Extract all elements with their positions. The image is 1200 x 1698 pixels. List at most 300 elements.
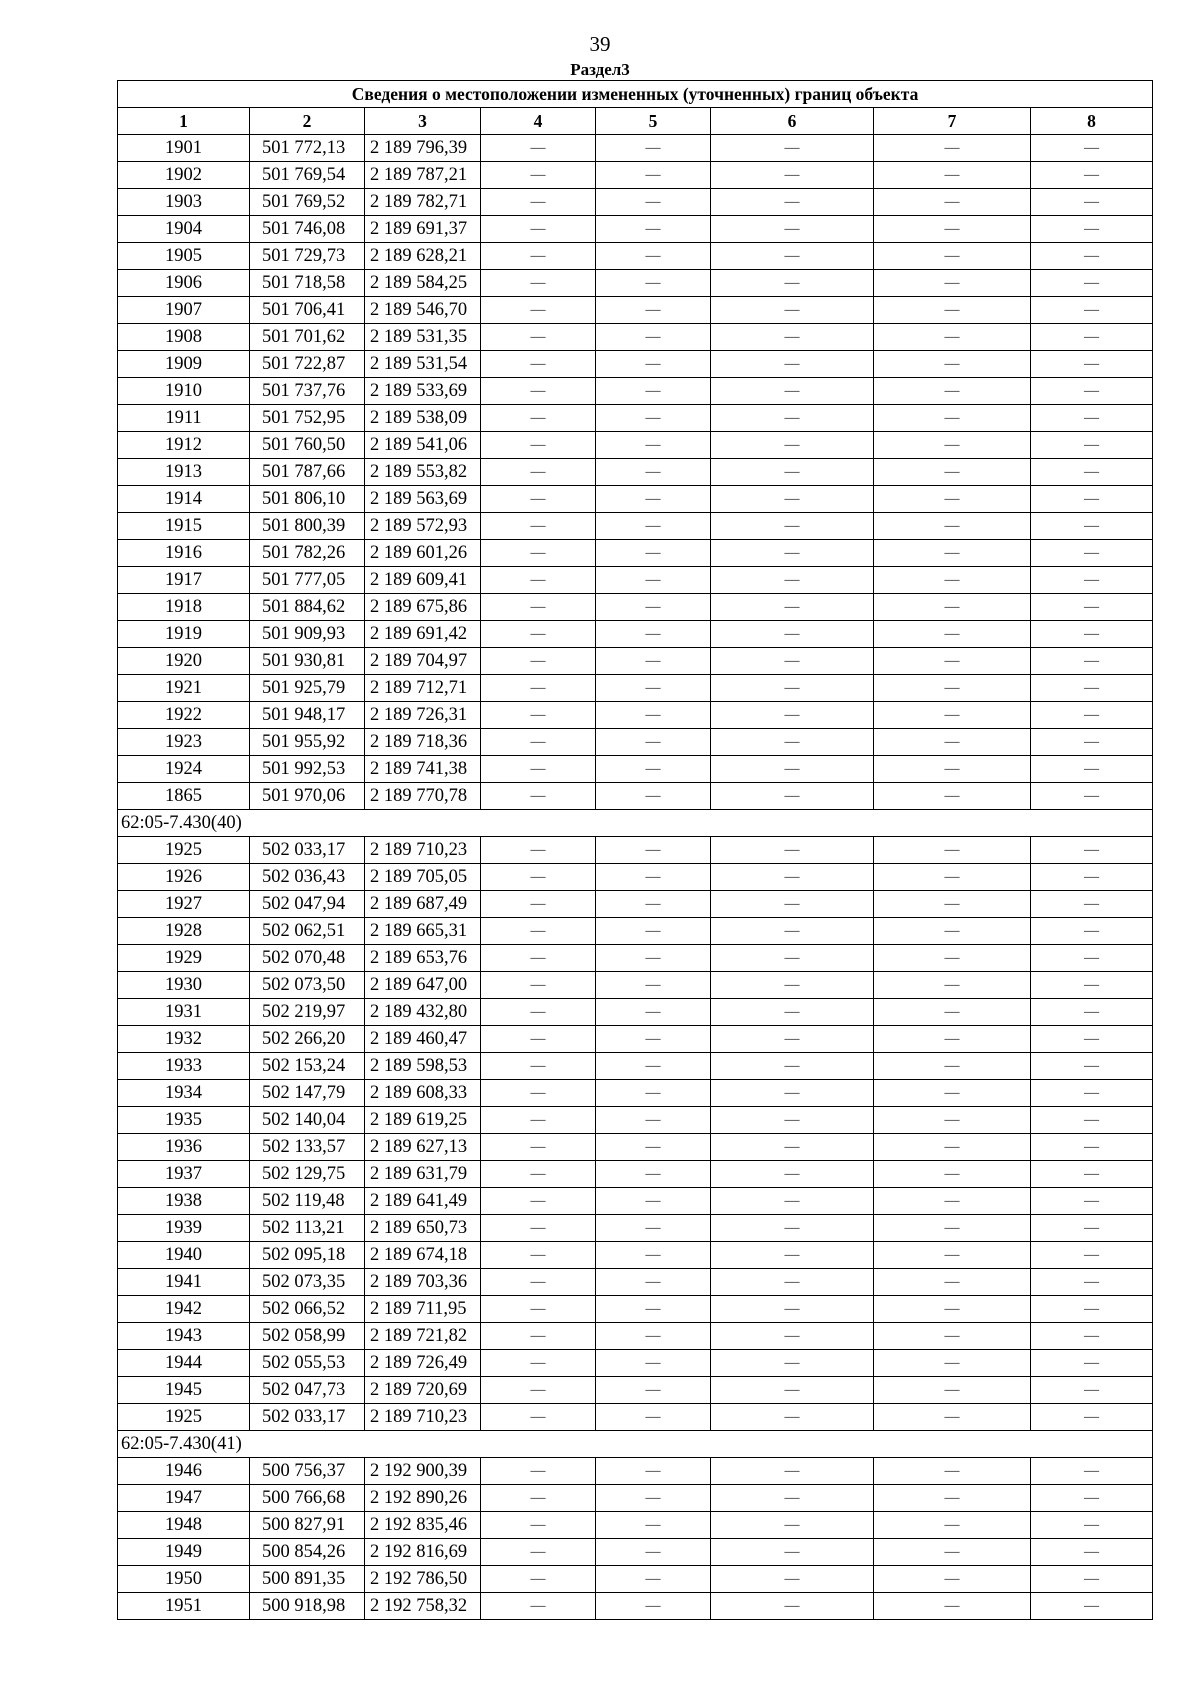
x-coordinate-cell: 502 219,97 — [250, 999, 365, 1026]
empty-value-cell: — — [481, 945, 596, 972]
empty-value-cell: — — [481, 270, 596, 297]
table-row — [118, 1269, 1153, 1296]
empty-value-cell: — — [711, 1566, 874, 1593]
table-row — [118, 702, 1153, 729]
empty-value-cell: — — [711, 567, 874, 594]
table-row — [118, 216, 1153, 243]
table-row — [118, 1242, 1153, 1269]
x-coordinate-cell: 500 766,68 — [250, 1485, 365, 1512]
y-coordinate-cell: 2 192 758,32 — [365, 1593, 481, 1620]
x-coordinate-cell: 502 047,94 — [250, 891, 365, 918]
empty-value-cell: — — [596, 189, 711, 216]
point-number-cell: 1902 — [118, 162, 250, 189]
empty-value-cell: — — [596, 1404, 711, 1431]
empty-value-cell: — — [596, 1323, 711, 1350]
point-number-cell: 1922 — [118, 702, 250, 729]
empty-value-cell: — — [711, 216, 874, 243]
empty-value-cell: — — [874, 1026, 1031, 1053]
x-coordinate-cell: 502 073,35 — [250, 1269, 365, 1296]
empty-value-cell: — — [874, 972, 1031, 999]
y-coordinate-cell: 2 189 796,39 — [365, 135, 481, 162]
empty-value-cell: — — [711, 432, 874, 459]
x-coordinate-cell: 500 827,91 — [250, 1512, 365, 1539]
y-coordinate-cell: 2 189 584,25 — [365, 270, 481, 297]
empty-value-cell: — — [1031, 918, 1153, 945]
x-coordinate-cell: 501 701,62 — [250, 324, 365, 351]
point-number-cell: 1924 — [118, 756, 250, 783]
empty-value-cell: — — [874, 1323, 1031, 1350]
empty-value-cell: — — [874, 1161, 1031, 1188]
empty-value-cell: — — [711, 1188, 874, 1215]
empty-value-cell: — — [481, 729, 596, 756]
empty-value-cell: — — [1031, 1512, 1153, 1539]
empty-value-cell: — — [711, 972, 874, 999]
x-coordinate-cell: 501 722,87 — [250, 351, 365, 378]
table-row — [118, 783, 1153, 810]
empty-value-cell: — — [874, 1242, 1031, 1269]
table-row — [118, 1296, 1153, 1323]
y-coordinate-cell: 2 189 641,49 — [365, 1188, 481, 1215]
column-number: 7 — [874, 108, 1031, 135]
y-coordinate-cell: 2 189 712,71 — [365, 675, 481, 702]
x-coordinate-cell: 501 925,79 — [250, 675, 365, 702]
empty-value-cell: — — [481, 243, 596, 270]
y-coordinate-cell: 2 189 770,78 — [365, 783, 481, 810]
empty-value-cell: — — [711, 1026, 874, 1053]
empty-value-cell: — — [874, 432, 1031, 459]
empty-value-cell: — — [874, 594, 1031, 621]
empty-value-cell: — — [481, 297, 596, 324]
empty-value-cell: — — [1031, 189, 1153, 216]
point-number-cell: 1931 — [118, 999, 250, 1026]
empty-value-cell: — — [874, 567, 1031, 594]
x-coordinate-cell: 502 095,18 — [250, 1242, 365, 1269]
point-number-cell: 1947 — [118, 1485, 250, 1512]
point-number-cell: 1928 — [118, 918, 250, 945]
empty-value-cell: — — [596, 1458, 711, 1485]
empty-value-cell: — — [596, 270, 711, 297]
x-coordinate-cell: 501 769,52 — [250, 189, 365, 216]
empty-value-cell: — — [481, 1215, 596, 1242]
table-row — [118, 945, 1153, 972]
x-coordinate-cell: 501 760,50 — [250, 432, 365, 459]
table-row — [118, 837, 1153, 864]
point-number-cell: 1925 — [118, 837, 250, 864]
point-number-cell: 1907 — [118, 297, 250, 324]
y-coordinate-cell: 2 189 721,82 — [365, 1323, 481, 1350]
empty-value-cell: — — [596, 918, 711, 945]
table-row — [118, 378, 1153, 405]
column-number: 1 — [118, 108, 250, 135]
empty-value-cell: — — [1031, 1242, 1153, 1269]
y-coordinate-cell: 2 189 741,38 — [365, 756, 481, 783]
column-number: 5 — [596, 108, 711, 135]
point-number-cell: 1930 — [118, 972, 250, 999]
empty-value-cell: — — [481, 1134, 596, 1161]
group-row — [118, 1431, 1153, 1458]
empty-value-cell: — — [1031, 594, 1153, 621]
y-coordinate-cell: 2 189 691,42 — [365, 621, 481, 648]
table-row — [118, 1107, 1153, 1134]
empty-value-cell: — — [874, 864, 1031, 891]
empty-value-cell: — — [874, 486, 1031, 513]
table-title-row — [118, 81, 1153, 108]
table-row — [118, 864, 1153, 891]
empty-value-cell: — — [1031, 567, 1153, 594]
point-number-cell: 1936 — [118, 1134, 250, 1161]
empty-value-cell: — — [481, 1242, 596, 1269]
empty-value-cell: — — [874, 405, 1031, 432]
x-coordinate-cell: 502 113,21 — [250, 1215, 365, 1242]
empty-value-cell: — — [1031, 1350, 1153, 1377]
x-coordinate-cell: 501 746,08 — [250, 216, 365, 243]
empty-value-cell: — — [874, 1215, 1031, 1242]
x-coordinate-cell: 501 800,39 — [250, 513, 365, 540]
empty-value-cell: — — [711, 1539, 874, 1566]
point-number-cell: 1913 — [118, 459, 250, 486]
y-coordinate-cell: 2 189 711,95 — [365, 1296, 481, 1323]
empty-value-cell: — — [596, 1593, 711, 1620]
empty-value-cell: — — [874, 1512, 1031, 1539]
empty-value-cell: — — [1031, 1215, 1153, 1242]
empty-value-cell: — — [711, 1458, 874, 1485]
empty-value-cell: — — [711, 1377, 874, 1404]
empty-value-cell: — — [711, 648, 874, 675]
empty-value-cell: — — [596, 1026, 711, 1053]
y-coordinate-cell: 2 189 705,05 — [365, 864, 481, 891]
point-number-cell: 1909 — [118, 351, 250, 378]
empty-value-cell: — — [874, 216, 1031, 243]
x-coordinate-cell: 500 756,37 — [250, 1458, 365, 1485]
x-coordinate-cell: 501 706,41 — [250, 297, 365, 324]
empty-value-cell: — — [596, 1296, 711, 1323]
empty-value-cell: — — [1031, 1134, 1153, 1161]
empty-value-cell: — — [711, 135, 874, 162]
empty-value-cell: — — [874, 675, 1031, 702]
empty-value-cell: — — [874, 1296, 1031, 1323]
empty-value-cell: — — [711, 351, 874, 378]
empty-value-cell: — — [481, 459, 596, 486]
y-coordinate-cell: 2 189 553,82 — [365, 459, 481, 486]
empty-value-cell: — — [481, 1269, 596, 1296]
y-coordinate-cell: 2 189 608,33 — [365, 1080, 481, 1107]
empty-value-cell: — — [1031, 1296, 1153, 1323]
y-coordinate-cell: 2 189 563,69 — [365, 486, 481, 513]
table-row — [118, 999, 1153, 1026]
table-row — [118, 1566, 1153, 1593]
table-row — [118, 1377, 1153, 1404]
point-number-cell: 1939 — [118, 1215, 250, 1242]
table-row — [118, 972, 1153, 999]
empty-value-cell: — — [481, 621, 596, 648]
y-coordinate-cell: 2 189 720,69 — [365, 1377, 481, 1404]
empty-value-cell: — — [1031, 783, 1153, 810]
empty-value-cell: — — [596, 1485, 711, 1512]
point-number-cell: 1911 — [118, 405, 250, 432]
empty-value-cell: — — [481, 1053, 596, 1080]
empty-value-cell: — — [1031, 837, 1153, 864]
empty-value-cell: — — [874, 351, 1031, 378]
empty-value-cell: — — [711, 1485, 874, 1512]
empty-value-cell: — — [481, 1512, 596, 1539]
x-coordinate-cell: 502 140,04 — [250, 1107, 365, 1134]
y-coordinate-cell: 2 189 460,47 — [365, 1026, 481, 1053]
point-number-cell: 1951 — [118, 1593, 250, 1620]
point-number-cell: 1914 — [118, 486, 250, 513]
x-coordinate-cell: 501 752,95 — [250, 405, 365, 432]
y-coordinate-cell: 2 189 619,25 — [365, 1107, 481, 1134]
y-coordinate-cell: 2 189 691,37 — [365, 216, 481, 243]
empty-value-cell: — — [711, 162, 874, 189]
empty-value-cell: — — [1031, 135, 1153, 162]
empty-value-cell: — — [874, 1485, 1031, 1512]
empty-value-cell: — — [874, 1377, 1031, 1404]
point-number-cell: 1905 — [118, 243, 250, 270]
empty-value-cell: — — [711, 594, 874, 621]
x-coordinate-cell: 501 970,06 — [250, 783, 365, 810]
empty-value-cell: — — [874, 459, 1031, 486]
empty-value-cell: — — [711, 1269, 874, 1296]
empty-value-cell: — — [1031, 1080, 1153, 1107]
empty-value-cell: — — [481, 405, 596, 432]
point-number-cell: 1921 — [118, 675, 250, 702]
empty-value-cell: — — [481, 513, 596, 540]
x-coordinate-cell: 502 147,79 — [250, 1080, 365, 1107]
x-coordinate-cell: 501 729,73 — [250, 243, 365, 270]
empty-value-cell: — — [1031, 1566, 1153, 1593]
empty-value-cell: — — [1031, 648, 1153, 675]
empty-value-cell: — — [874, 729, 1031, 756]
empty-value-cell: — — [481, 1161, 596, 1188]
empty-value-cell: — — [874, 945, 1031, 972]
point-number-cell: 1903 — [118, 189, 250, 216]
empty-value-cell: — — [596, 162, 711, 189]
empty-value-cell: — — [596, 729, 711, 756]
y-coordinate-cell: 2 189 627,13 — [365, 1134, 481, 1161]
empty-value-cell: — — [596, 783, 711, 810]
x-coordinate-cell: 502 062,51 — [250, 918, 365, 945]
empty-value-cell: — — [874, 918, 1031, 945]
empty-value-cell: — — [874, 540, 1031, 567]
column-number: 8 — [1031, 108, 1153, 135]
empty-value-cell: — — [711, 837, 874, 864]
x-coordinate-cell: 501 948,17 — [250, 702, 365, 729]
empty-value-cell: — — [481, 162, 596, 189]
empty-value-cell: — — [596, 459, 711, 486]
empty-value-cell: — — [481, 1107, 596, 1134]
empty-value-cell: — — [481, 756, 596, 783]
table-row — [118, 1458, 1153, 1485]
empty-value-cell: — — [481, 1296, 596, 1323]
empty-value-cell: — — [596, 864, 711, 891]
table-row — [118, 756, 1153, 783]
empty-value-cell: — — [874, 162, 1031, 189]
table-row — [118, 1512, 1153, 1539]
empty-value-cell: — — [874, 378, 1031, 405]
empty-value-cell: — — [481, 702, 596, 729]
empty-value-cell: — — [596, 837, 711, 864]
column-number: 6 — [711, 108, 874, 135]
table-row — [118, 1323, 1153, 1350]
empty-value-cell: — — [481, 351, 596, 378]
empty-value-cell: — — [1031, 1107, 1153, 1134]
point-number-cell: 1927 — [118, 891, 250, 918]
empty-value-cell: — — [1031, 1458, 1153, 1485]
empty-value-cell: — — [481, 1026, 596, 1053]
y-coordinate-cell: 2 192 786,50 — [365, 1566, 481, 1593]
empty-value-cell: — — [1031, 324, 1153, 351]
empty-value-cell: — — [1031, 891, 1153, 918]
x-coordinate-cell: 501 782,26 — [250, 540, 365, 567]
empty-value-cell: — — [1031, 297, 1153, 324]
boundary-coordinates-table — [117, 80, 1153, 1620]
empty-value-cell: — — [711, 1404, 874, 1431]
empty-value-cell: — — [596, 405, 711, 432]
empty-value-cell: — — [711, 1350, 874, 1377]
empty-value-cell: — — [1031, 1026, 1153, 1053]
empty-value-cell: — — [711, 1053, 874, 1080]
x-coordinate-cell: 501 909,93 — [250, 621, 365, 648]
section-label: Раздел3 — [570, 60, 630, 79]
empty-value-cell: — — [711, 1323, 874, 1350]
y-coordinate-cell: 2 189 718,36 — [365, 729, 481, 756]
x-coordinate-cell: 500 854,26 — [250, 1539, 365, 1566]
empty-value-cell: — — [1031, 432, 1153, 459]
empty-value-cell: — — [711, 486, 874, 513]
column-number: 3 — [365, 108, 481, 135]
x-coordinate-cell: 501 777,05 — [250, 567, 365, 594]
point-number-cell: 1908 — [118, 324, 250, 351]
empty-value-cell: — — [596, 324, 711, 351]
empty-value-cell: — — [1031, 162, 1153, 189]
empty-value-cell: — — [874, 324, 1031, 351]
parcel-group-label: 62:05-7.430(41) — [118, 1431, 1153, 1458]
empty-value-cell: — — [874, 513, 1031, 540]
empty-value-cell: — — [711, 540, 874, 567]
empty-value-cell: — — [874, 783, 1031, 810]
empty-value-cell: — — [1031, 729, 1153, 756]
empty-value-cell: — — [1031, 486, 1153, 513]
point-number-cell: 1943 — [118, 1323, 250, 1350]
x-coordinate-cell: 501 772,13 — [250, 135, 365, 162]
point-number-cell: 1865 — [118, 783, 250, 810]
empty-value-cell: — — [874, 1566, 1031, 1593]
y-coordinate-cell: 2 189 674,18 — [365, 1242, 481, 1269]
point-number-cell: 1910 — [118, 378, 250, 405]
empty-value-cell: — — [596, 513, 711, 540]
table-row — [118, 1215, 1153, 1242]
y-coordinate-cell: 2 189 675,86 — [365, 594, 481, 621]
empty-value-cell: — — [1031, 513, 1153, 540]
table-row — [118, 1404, 1153, 1431]
y-coordinate-cell: 2 189 710,23 — [365, 1404, 481, 1431]
x-coordinate-cell: 502 047,73 — [250, 1377, 365, 1404]
x-coordinate-cell: 502 119,48 — [250, 1188, 365, 1215]
empty-value-cell: — — [481, 783, 596, 810]
point-number-cell: 1945 — [118, 1377, 250, 1404]
table-row — [118, 1080, 1153, 1107]
empty-value-cell: — — [481, 972, 596, 999]
table-title: Сведения о местоположении измененных (уточненных) границ объекта — [118, 81, 1153, 108]
x-coordinate-cell: 502 066,52 — [250, 1296, 365, 1323]
empty-value-cell: — — [874, 189, 1031, 216]
y-coordinate-cell: 2 192 835,46 — [365, 1512, 481, 1539]
empty-value-cell: — — [874, 1053, 1031, 1080]
empty-value-cell: — — [596, 567, 711, 594]
empty-value-cell: — — [711, 378, 874, 405]
x-coordinate-cell: 502 153,24 — [250, 1053, 365, 1080]
y-coordinate-cell: 2 189 665,31 — [365, 918, 481, 945]
empty-value-cell: — — [711, 1107, 874, 1134]
empty-value-cell: — — [711, 270, 874, 297]
table-row — [118, 1485, 1153, 1512]
empty-value-cell: — — [481, 324, 596, 351]
empty-value-cell: — — [874, 297, 1031, 324]
empty-value-cell: — — [596, 945, 711, 972]
y-coordinate-cell: 2 189 609,41 — [365, 567, 481, 594]
y-coordinate-cell: 2 189 598,53 — [365, 1053, 481, 1080]
point-number-cell: 1923 — [118, 729, 250, 756]
empty-value-cell: — — [1031, 540, 1153, 567]
table-row — [118, 1026, 1153, 1053]
table-row — [118, 486, 1153, 513]
empty-value-cell: — — [1031, 351, 1153, 378]
empty-value-cell: — — [874, 702, 1031, 729]
empty-value-cell: — — [596, 999, 711, 1026]
table-row — [118, 297, 1153, 324]
empty-value-cell: — — [481, 189, 596, 216]
empty-value-cell: — — [711, 405, 874, 432]
table-row — [118, 891, 1153, 918]
empty-value-cell: — — [481, 594, 596, 621]
y-coordinate-cell: 2 189 546,70 — [365, 297, 481, 324]
empty-value-cell: — — [711, 702, 874, 729]
empty-value-cell: — — [874, 243, 1031, 270]
table-row — [118, 1053, 1153, 1080]
table-body — [118, 135, 1153, 1620]
empty-value-cell: — — [1031, 216, 1153, 243]
point-number-cell: 1929 — [118, 945, 250, 972]
empty-value-cell: — — [711, 324, 874, 351]
empty-value-cell: — — [1031, 378, 1153, 405]
empty-value-cell: — — [596, 216, 711, 243]
empty-value-cell: — — [481, 1377, 596, 1404]
table-row — [118, 621, 1153, 648]
table-row — [118, 513, 1153, 540]
empty-value-cell: — — [596, 1539, 711, 1566]
y-coordinate-cell: 2 189 704,97 — [365, 648, 481, 675]
empty-value-cell: — — [1031, 999, 1153, 1026]
empty-value-cell: — — [596, 702, 711, 729]
empty-value-cell: — — [1031, 864, 1153, 891]
table-row — [118, 459, 1153, 486]
empty-value-cell: — — [596, 1080, 711, 1107]
y-coordinate-cell: 2 189 653,76 — [365, 945, 481, 972]
point-number-cell: 1912 — [118, 432, 250, 459]
empty-value-cell: — — [1031, 702, 1153, 729]
empty-value-cell: — — [874, 1107, 1031, 1134]
empty-value-cell: — — [1031, 972, 1153, 999]
point-number-cell: 1915 — [118, 513, 250, 540]
empty-value-cell: — — [481, 1188, 596, 1215]
table-row — [118, 135, 1153, 162]
empty-value-cell: — — [874, 756, 1031, 783]
x-coordinate-cell: 502 036,43 — [250, 864, 365, 891]
x-coordinate-cell: 501 737,76 — [250, 378, 365, 405]
x-coordinate-cell: 501 787,66 — [250, 459, 365, 486]
empty-value-cell: — — [596, 621, 711, 648]
empty-value-cell: — — [874, 270, 1031, 297]
